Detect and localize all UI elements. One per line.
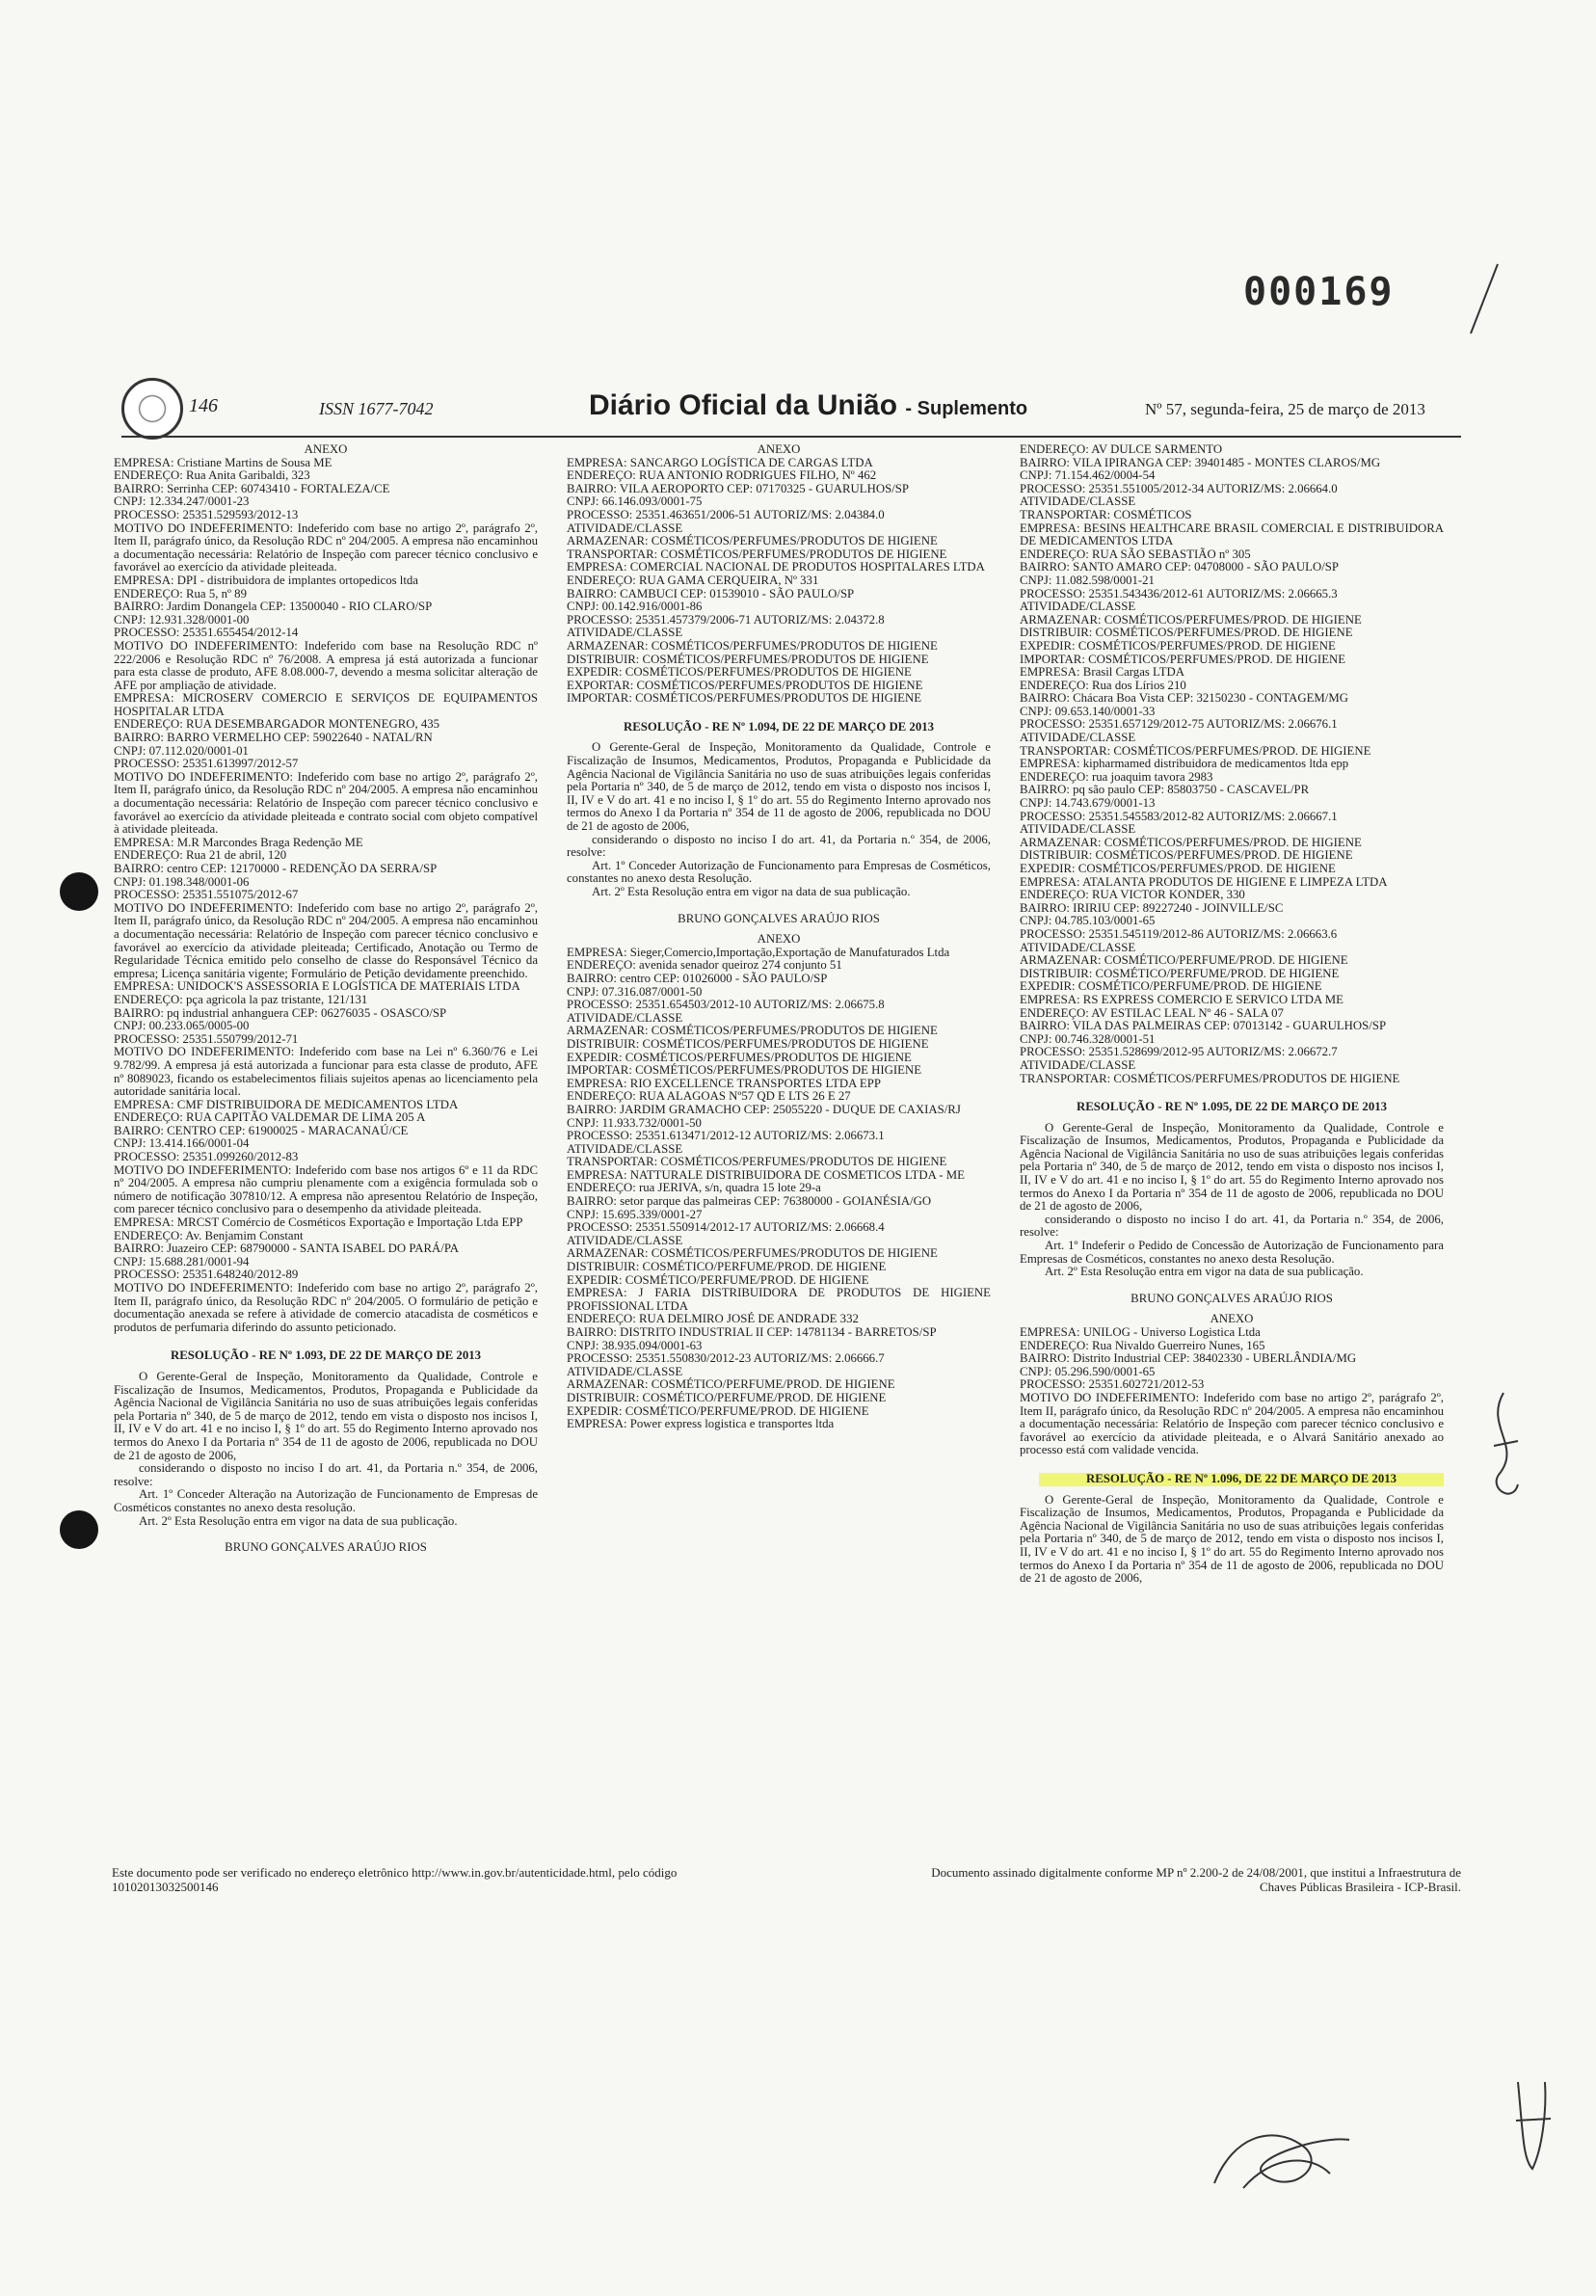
- resolution-paragraph: Art. 1º Conceder Autorização de Funcionamento para Empresas de Cosméticos, constantes no anexo desta Resolução.: [567, 858, 991, 886]
- entry-line: PROCESSO: 25351.654503/2012-10 AUTORIZ/MS: 2.06675.8: [567, 998, 885, 1012]
- entry-line: ARMAZENAR: COSMÉTICOS/PERFUMES/PROD. DE HIGIENE: [1020, 612, 1362, 627]
- entry-line: MOTIVO DO INDEFERIMENTO: Indeferido com base nos artigos 6º e 11 da RDC nº 204/2005. A empresa não cumpriu plenamente com a exigência formulada sob o número de notificação 307810/12. A empresa não apresentou Relatório de Inspeção, com parecer técnico conclusivo para o desempenho da atividade pleiteada.: [114, 1162, 538, 1216]
- resolution-paragraph: considerando o disposto no inciso I do art. 41, da Portaria n.º 354, de 2006, resolve:: [114, 1461, 538, 1488]
- entry-line: PROCESSO: 25351.528699/2012-95 AUTORIZ/MS: 2.06672.7: [1020, 1045, 1338, 1059]
- entry-line: IMPORTAR: COSMÉTICOS/PERFUMES/PRODUTOS DE HIGIENE: [567, 1063, 922, 1078]
- entry-line: BAIRRO: SANTO AMARO CEP: 04708000 - SÃO PAULO/SP: [1020, 560, 1340, 574]
- entry-line: MOTIVO DO INDEFERIMENTO: Indeferido com base no artigo 2º, parágrafo 2º, Item II, parágrafo único, da Resolução RDC nº 204/2005. A empresa não encaminhou a documentação necessária: Relatório de Inspeção com parecer técnico conclusivo e favorável ao exercício da atividade pleiteada e contrato social com objeto compatível à atividade pleiteada.: [114, 769, 538, 837]
- entry-line: PROCESSO: 25351.648240/2012-89: [114, 1268, 299, 1282]
- entry-line: ENDEREÇO: RUA GAMA CERQUEIRA, Nº 331: [567, 573, 819, 587]
- entry-line: MOTIVO DO INDEFERIMENTO: Indeferido com base na Resolução RDC nº 222/2006 e Resolução RDC nº 76/2008. A empresa já está autorizada a funcionar para esta classe de produto, AFE 8.08.000-7, devendo a mesma solicitar alteração de AFE por ampliação de atividade.: [114, 638, 538, 692]
- entry-line: BAIRRO: centro CEP: 12170000 - REDENÇÃO DA SERRA/SP: [114, 862, 438, 875]
- handwritten-signature: [1205, 2116, 1359, 2203]
- entry-line: EMPRESA: ATALANTA PRODUTOS DE HIGIENE E LIMPEZA LTDA: [1020, 874, 1388, 889]
- entry-line: PROCESSO: 25351.551075/2012-67: [114, 888, 299, 902]
- entry-line: EXPEDIR: COSMÉTICOS/PERFUMES/PRODUTOS DE HIGIENE: [567, 1050, 912, 1064]
- entry-line: EMPRESA: UNIDOCK'S ASSESSORIA E LOGÍSTICA DE MATERIAIS LTDA: [114, 979, 520, 994]
- entry-line: ARMAZENAR: COSMÉTICOS/PERFUMES/PRODUTOS DE HIGIENE: [567, 1246, 938, 1261]
- entry-line: PROCESSO: 25351.545583/2012-82 AUTORIZ/MS: 2.06667.1: [1020, 809, 1338, 823]
- header-rule: [121, 436, 1461, 438]
- entry-line: BAIRRO: CENTRO CEP: 61900025 - MARACANAÚ/CE: [114, 1123, 409, 1137]
- entry-line: BAIRRO: BARRO VERMELHO CEP: 59022640 - NATAL/RN: [114, 731, 433, 745]
- entry-line: PROCESSO: 25351.550830/2012-23 AUTORIZ/MS: 2.06666.7: [567, 1351, 885, 1366]
- entry-line: CNPJ: 15.695.339/0001-27: [567, 1207, 703, 1221]
- entry-line: MOTIVO DO INDEFERIMENTO: Indeferido com base no artigo 2º, parágrafo 2º, Item II, parágrafo único, da Resolução RDC nº 204/2005. A empresa não encaminhou a documentação necessária: Relatório de Inspeção com parecer técnico conclusivo e favorável ao exercício da atividade pleiteada, e o Alvará Sanitário anexado ao processo está com validade vencida.: [1020, 1390, 1444, 1457]
- entry-line: BAIRRO: centro CEP: 01026000 - SÃO PAULO/SP: [567, 971, 828, 985]
- entry-line: PROCESSO: 25351.099260/2012-83: [114, 1150, 299, 1164]
- entry-line: BAIRRO: Juazeiro CEP: 68790000 - SANTA ISABEL DO PARÁ/PA: [114, 1241, 460, 1256]
- entry-line: EMPRESA: SANCARGO LOGÍSTICA DE CARGAS LTDA: [567, 455, 873, 469]
- entry-line: IMPORTAR: COSMÉTICOS/PERFUMES/PRODUTOS DE HIGIENE: [567, 691, 922, 706]
- annex-heading: ANEXO: [757, 932, 801, 947]
- edition-date: Nº 57, segunda-feira, 25 de março de 2013: [1145, 400, 1425, 418]
- entry-line: MOTIVO DO INDEFERIMENTO: Indeferido com base na Lei nº 6.360/76 e Lei 9.782/99. A empresa já está autorizada a funcionar para esta classe de produto, AFE nº 8089023, ficando os estabelecimentos filiais sujeitos apenas ao licenciamento pela autoridade sanitária local.: [114, 1045, 538, 1099]
- entry-line: PROCESSO: 25351.613471/2012-12 AUTORIZ/MS: 2.06673.1: [567, 1129, 885, 1143]
- entry-line: CNPJ: 04.785.103/0001-65: [1020, 914, 1156, 928]
- annex-heading: ANEXO: [304, 443, 348, 456]
- resolution-paragraph: O Gerente-Geral de Inspeção, Monitoramento da Qualidade, Controle e Fiscalização de Insumos, Medicamentos, Produtos, Propaganda e Publicidade da Agência Nacional de Vigilância Sanitária no uso de suas atribuições legais conferidas pela Portaria nº 340, de 5 de março de 2012, tendo em vista o disposto nos incisos I, II, IV e V do art. 41 e no inciso I, § 1º do art. 55 do Regimento Interno aprovado nos termos do Anexo I da Portaria nº 354 de 11 de agosto de 2006, republicada no DOU de 21 de agosto de 2006,: [1020, 1120, 1444, 1214]
- entry-line: ATIVIDADE/CLASSE: [567, 521, 683, 535]
- entry-line: EXPEDIR: COSMÉTICOS/PERFUMES/PROD. DE HIGIENE: [1020, 638, 1336, 653]
- resolution-paragraph: considerando o disposto no inciso I do art. 41, da Portaria n.º 354, de 2006, resolve:: [1020, 1212, 1444, 1240]
- entry-line: ENDEREÇO: RUA CAPITÃO VALDEMAR DE LIMA 205 A: [114, 1110, 426, 1125]
- entry-line: EXPEDIR: COSMÉTICO/PERFUME/PROD. DE HIGIENE: [1020, 979, 1322, 994]
- entry-line: EMPRESA: Cristiane Martins de Sousa ME: [114, 455, 332, 469]
- entry-line: CNPJ: 09.653.140/0001-33: [1020, 704, 1156, 718]
- entry-line: BAIRRO: DISTRITO INDUSTRIAL II CEP: 14781134 - BARRETOS/SP: [567, 1325, 937, 1339]
- entry-line: CNPJ: 07.316.087/0001-50: [567, 984, 703, 999]
- entry-line: ATIVIDADE/CLASSE: [1020, 1057, 1136, 1072]
- entry-line: CNPJ: 15.688.281/0001-94: [114, 1254, 250, 1268]
- entry-line: ENDEREÇO: AV DULCE SARMENTO: [1020, 443, 1223, 456]
- entry-line: ENDEREÇO: Rua 5, nº 89: [114, 586, 247, 601]
- entry-line: EMPRESA: M.R Marcondes Braga Redenção ME: [114, 835, 363, 849]
- resolution-paragraph: O Gerente-Geral de Inspeção, Monitoramento da Qualidade, Controle e Fiscalização de Insumos, Medicamentos, Produtos, Propaganda e Publicidade da Agência Nacional de Vigilância Sanitária no uso de suas atribuições legais conferidas pela Portaria nº 340, de 5 de março de 2012, tendo em vista o disposto nos incisos I, II, IV e V do art. 41 e no inciso I, § 1º do art. 55 do Regimento Interno aprovado nos termos do Anexo I da Portaria nº 354 de 11 de agosto de 2006, republicada no DOU de 21 de agosto de 2006,: [1020, 1492, 1444, 1586]
- entry-line: BAIRRO: pq são paulo CEP: 85803750 - CASCAVEL/PR: [1020, 783, 1310, 797]
- entry-line: CNPJ: 66.146.093/0001-75: [567, 494, 703, 509]
- entry-line: ENDEREÇO: RUA SÃO SEBASTIÃO nº 305: [1020, 547, 1251, 561]
- entry-line: ENDEREÇO: Rua dos Lírios 210: [1020, 678, 1186, 692]
- entry-line: EMPRESA: RIO EXCELLENCE TRANSPORTES LTDA EPP: [567, 1076, 881, 1090]
- entry-line: ATIVIDADE/CLASSE: [567, 1010, 683, 1025]
- entry-line: CNPJ: 12.334.247/0001-23: [114, 494, 250, 509]
- entry-line: BAIRRO: VILA DAS PALMEIRAS CEP: 07013142 - GUARULHOS/SP: [1020, 1019, 1387, 1033]
- entry-line: DISTRIBUIR: COSMÉTICOS/PERFUMES/PROD. DE HIGIENE: [1020, 626, 1353, 640]
- entry-line: CNPJ: 12.931.328/0001-00: [114, 612, 250, 627]
- entry-line: EMPRESA: UNILOG - Universo Logistica Ltda: [1020, 1325, 1261, 1339]
- entry-line: CNPJ: 13.414.166/0001-04: [114, 1136, 250, 1151]
- entry-line: BAIRRO: pq industrial anhanguera CEP: 06276035 - OSASCO/SP: [114, 1005, 447, 1020]
- resolution-paragraph: O Gerente-Geral de Inspeção, Monitoramento da Qualidade, Controle e Fiscalização de Insumos, Medicamentos, Produtos, Propaganda e Publicidade da Agência Nacional de Vigilância Sanitária no uso de suas atribuições legais conferidas pela Portaria nº 340, de 5 de março de 2012, tendo em vista o disposto nos incisos I, II, IV e V do art. 41 e no inciso I, § 1º do art. 55 do Regimento Interno aprovado nos termos do Anexo I da Portaria nº 354 de 11 de agosto de 2006, republicada no DOU de 21 de agosto de 2006,: [567, 740, 991, 834]
- resolution-paragraph: Art. 2º Esta Resolução entra em vigor na data de sua publicação.: [139, 1513, 458, 1528]
- footer-digital-signature-note: Documento assinado digitalmente conforme MP nº 2.200-2 de 24/08/2001, que institui a Infraestrutura de Chaves Públicas Brasileira - ICP-Brasil.: [931, 1865, 1461, 1894]
- entry-line: ENDEREÇO: RUA ANTONIO RODRIGUES FILHO, Nº 462: [567, 468, 877, 483]
- entry-line: CNPJ: 01.198.348/0001-06: [114, 874, 250, 889]
- entry-line: BAIRRO: CAMBUCI CEP: 01539010 - SÃO PAULO/SP: [567, 586, 855, 601]
- entry-line: DISTRIBUIR: COSMÉTICOS/PERFUMES/PROD. DE HIGIENE: [1020, 848, 1353, 863]
- entry-line: TRANSPORTAR: COSMÉTICOS: [1020, 507, 1192, 521]
- entry-line: PROCESSO: 25351.543436/2012-61 AUTORIZ/MS: 2.06665.3: [1020, 586, 1338, 601]
- entry-line: ATIVIDADE/CLASSE: [1020, 940, 1136, 954]
- entry-line: EMPRESA: NATTURALE DISTRIBUIDORA DE COSMETICOS LTDA - ME: [567, 1167, 965, 1182]
- entry-line: DISTRIBUIR: COSMÉTICOS/PERFUMES/PRODUTOS DE HIGIENE: [567, 1036, 929, 1051]
- entry-line: ATIVIDADE/CLASSE: [1020, 822, 1136, 837]
- entry-line: ENDEREÇO: RUA VICTOR KONDER, 330: [1020, 888, 1245, 902]
- signatory-name: BRUNO GONÇALVES ARAÚJO RIOS: [678, 911, 880, 925]
- handwritten-initials: [1508, 2072, 1556, 2178]
- entry-line: CNPJ: 00.233.065/0005-00: [114, 1019, 250, 1033]
- entry-line: MOTIVO DO INDEFERIMENTO: Indeferido com base no artigo 2º, parágrafo 2º, Item II, parágrafo único, da Resolução RDC nº 204/2005. A empresa não encaminhou a documentação necessária: Relatório de Inspeção com parecer técnico conclusivo e favorável ao exercício da atividade pleiteada; Certificado, Anotação ou Termo de Regularidade Técnica emitido pelo conselho de classe do Responsável Técnico da empresa; Licença sanitária vigente; Formulário de Petição devidamente preenchido.: [114, 900, 538, 980]
- entry-line: DISTRIBUIR: COSMÉTICOS/PERFUMES/PRODUTOS DE HIGIENE: [567, 652, 929, 666]
- entry-line: ATIVIDADE/CLASSE: [567, 626, 683, 640]
- entry-line: PROCESSO: 25351.457379/2006-71 AUTORIZ/MS: 2.04372.8: [567, 612, 885, 627]
- column-left: [114, 443, 538, 1831]
- entry-line: PROCESSO: 25351.613997/2012-57: [114, 757, 299, 771]
- entry-line: PROCESSO: 25351.602721/2012-53: [1020, 1377, 1205, 1392]
- resolution-title-highlighted: RESOLUÇÃO - RE Nº 1.096, DE 22 DE MARÇO DE 2013: [1039, 1473, 1444, 1486]
- entry-line: EMPRESA: MRCST Comércio de Cosméticos Exportação e Importação Ltda EPP: [114, 1215, 523, 1230]
- entry-line: ATIVIDADE/CLASSE: [567, 1141, 683, 1156]
- entry-line: ENDEREÇO: Av. Benjamim Constant: [114, 1228, 304, 1242]
- entry-line: EMPRESA: COMERCIAL NACIONAL DE PRODUTOS HOSPITALARES LTDA: [567, 560, 985, 574]
- resolution-paragraph: Art. 1º Conceder Alteração na Autorização de Funcionamento de Empresas de Cosméticos constantes no anexo desta resolução.: [114, 1487, 538, 1514]
- resolution-paragraph: considerando o disposto no inciso I do art. 41, da Portaria n.º 354, de 2006, resolve:: [567, 832, 991, 860]
- publication-name: Diário Oficial da União: [589, 389, 898, 421]
- margin-signature-mark: [1475, 1388, 1532, 1513]
- entry-line: DISTRIBUIR: COSMÉTICO/PERFUME/PROD. DE HIGIENE: [567, 1390, 887, 1404]
- entry-line: MOTIVO DO INDEFERIMENTO: Indeferido com base no artigo 2º, parágrafo 2º, Item II, parágrafo único, da Resolução RDC nº 204/2005. A empresa não encaminhou a documentação necessária: Relatório de Inspeção com parecer técnico conclusivo e favorável ao exercício da atividade pleiteada.: [114, 521, 538, 574]
- entry-line: ATIVIDADE/CLASSE: [567, 1364, 683, 1378]
- entry-line: EMPRESA: BESINS HEALTHCARE BRASIL COMERCIAL E DISTRIBUIDORA DE MEDICAMENTOS LTDA: [1020, 521, 1444, 548]
- entry-line: PROCESSO: 25351.550914/2012-17 AUTORIZ/MS: 2.06668.4: [567, 1220, 885, 1235]
- entry-line: EMPRESA: DPI - distribuidora de implantes ortopedicos ltda: [114, 573, 418, 587]
- entry-line: BAIRRO: JARDIM GRAMACHO CEP: 25055220 - DUQUE DE CAXIAS/RJ: [567, 1102, 961, 1116]
- entry-line: PROCESSO: 25351.550799/2012-71: [114, 1031, 299, 1046]
- entry-line: BAIRRO: Serrinha CEP: 60743410 - FORTALEZA/CE: [114, 481, 390, 495]
- entry-line: ENDEREÇO: AV ESTILAC LEAL Nº 46 - SALA 07: [1020, 1005, 1284, 1020]
- resolution-title: RESOLUÇÃO - RE Nº 1.094, DE 22 DE MARÇO DE 2013: [623, 719, 935, 734]
- handwritten-slash-mark: [1465, 260, 1503, 337]
- page-stamp-number: 000169: [1243, 270, 1395, 314]
- page-header: [83, 378, 1461, 436]
- entry-line: ENDEREÇO: Rua Nivaldo Guerreiro Nunes, 165: [1020, 1338, 1265, 1352]
- entry-line: ENDEREÇO: rua joaquim tavora 2983: [1020, 769, 1213, 784]
- entry-line: ENDEREÇO: RUA DELMIRO JOSÉ DE ANDRADE 332: [567, 1312, 859, 1326]
- entry-line: DISTRIBUIR: COSMÉTICO/PERFUME/PROD. DE HIGIENE: [567, 1260, 887, 1274]
- entry-line: BAIRRO: setor parque das palmeiras CEP: 76380000 - GOIANÉSIA/GO: [567, 1194, 932, 1209]
- entry-line: ENDEREÇO: pça agricola la paz tristante, 121/131: [114, 992, 368, 1006]
- entry-line: EMPRESA: J FARIA DISTRIBUIDORA DE PRODUTOS DE HIGIENE PROFISSIONAL LTDA: [567, 1286, 991, 1313]
- entry-line: EMPRESA: Brasil Cargas LTDA: [1020, 665, 1184, 680]
- entry-line: CNPJ: 07.112.020/0001-01: [114, 743, 249, 758]
- resolution-paragraph: Art. 2º Esta Resolução entra em vigor na data de sua publicação.: [1045, 1265, 1364, 1279]
- entry-line: EXPEDIR: COSMÉTICOS/PERFUMES/PRODUTOS DE HIGIENE: [567, 665, 912, 680]
- entry-line: IMPORTAR: COSMÉTICOS/PERFUMES/PROD. DE HIGIENE: [1020, 652, 1346, 666]
- entry-line: CNPJ: 00.746.328/0001-51: [1020, 1031, 1156, 1046]
- entry-line: CNPJ: 14.743.679/0001-13: [1020, 796, 1156, 811]
- page-number: 146: [189, 395, 218, 416]
- entry-line: ATIVIDADE/CLASSE: [1020, 600, 1136, 614]
- entry-line: EXPEDIR: COSMÉTICO/PERFUME/PROD. DE HIGIENE: [567, 1403, 869, 1418]
- entry-line: EMPRESA: Sieger,Comercio,Importação,Exportação de Manufaturados Ltda: [567, 945, 950, 959]
- resolution-paragraph: O Gerente-Geral de Inspeção, Monitoramento da Qualidade, Controle e Fiscalização de Insumos, Medicamentos, Produtos, Propaganda e Publicidade da Agência Nacional de Vigilância Sanitária no uso de suas atribuições legais conferidas pela Portaria nº 340, de 5 de março de 2012, tendo em vista o disposto nos incisos I, II, IV e V do art. 41 e no inciso I, § 1º do art. 55 do Regimento Interno aprovado nos termos do Anexo I da Portaria nº 354 de 11 de agosto de 2006, republicada no DOU de 21 de agosto de 2006,: [114, 1369, 538, 1462]
- entry-line: TRANSPORTAR: COSMÉTICOS/PERFUMES/PROD. DE HIGIENE: [1020, 743, 1371, 758]
- column-middle: [567, 443, 991, 1831]
- entry-line: CNPJ: 00.142.916/0001-86: [567, 600, 703, 614]
- annex-heading: ANEXO: [757, 443, 801, 456]
- entry-line: BAIRRO: Jardim Donangela CEP: 13500040 - RIO CLARO/SP: [114, 600, 433, 614]
- column-right: [1020, 443, 1444, 1831]
- entry-line: MOTIVO DO INDEFERIMENTO: Indeferido com base no artigo 2º, parágrafo 2º, Item II, parágrafo único, da Resolução RDC nº 204/2005. O formulário de petição e documentação anexada se refere à atividade de comercio atacadista de cosméticos e produtos de perfumaria diferindo do assunto peticionado.: [114, 1281, 538, 1334]
- entry-line: PROCESSO: 25351.551005/2012-34 AUTORIZ/MS: 2.06664.0: [1020, 481, 1338, 495]
- entry-line: EXPEDIR: COSMÉTICOS/PERFUMES/PROD. DE HIGIENE: [1020, 862, 1336, 875]
- entry-line: EMPRESA: Power express logistica e transportes ltda: [567, 1417, 835, 1431]
- publication-supplement: - Suplemento: [905, 398, 1028, 419]
- entry-line: PROCESSO: 25351.463651/2006-51 AUTORIZ/MS: 2.04384.0: [567, 507, 885, 521]
- entry-line: CNPJ: 05.296.590/0001-65: [1020, 1364, 1156, 1378]
- entry-line: TRANSPORTAR: COSMÉTICOS/PERFUMES/PRODUTOS DE HIGIENE: [1020, 1071, 1400, 1085]
- entry-line: BAIRRO: Distrito Industrial CEP: 38402330 - UBERLÂNDIA/MG: [1020, 1351, 1357, 1366]
- entry-line: PROCESSO: 25351.545119/2012-86 AUTORIZ/MS: 2.06663.6: [1020, 926, 1338, 941]
- entry-line: DISTRIBUIR: COSMÉTICO/PERFUME/PROD. DE HIGIENE: [1020, 966, 1340, 980]
- entry-line: EMPRESA: kipharmamed distribuidora de medicamentos ltda epp: [1020, 757, 1349, 771]
- republic-seal-icon: [121, 378, 183, 440]
- punch-hole: [60, 872, 98, 911]
- entry-line: CNPJ: 38.935.094/0001-63: [567, 1338, 703, 1352]
- entry-line: BAIRRO: VILA IPIRANGA CEP: 39401485 - MONTES CLAROS/MG: [1020, 455, 1381, 469]
- entry-line: CNPJ: 11.933.732/0001-50: [567, 1115, 702, 1130]
- annex-heading: ANEXO: [1210, 1312, 1254, 1326]
- entry-line: PROCESSO: 25351.529593/2012-13: [114, 507, 299, 521]
- entry-line: ENDEREÇO: rua JERIVA, s/n, quadra 15 lote 29-a: [567, 1181, 821, 1195]
- entry-line: ENDEREÇO: Rua Anita Garibaldi, 323: [114, 468, 310, 483]
- entry-line: BAIRRO: IRIRIU CEP: 89227240 - JOINVILLE/SC: [1020, 900, 1284, 915]
- entry-line: PROCESSO: 25351.655454/2012-14: [114, 626, 299, 640]
- entry-line: EMPRESA: MICROSERV COMERCIO E SERVIÇOS DE EQUIPAMENTOS HOSPITALAR LTDA: [114, 691, 538, 718]
- entry-line: EXPORTAR: COSMÉTICOS/PERFUMES/PRODUTOS DE HIGIENE: [567, 678, 923, 692]
- entry-line: ARMAZENAR: COSMÉTICOS/PERFUMES/PRODUTOS DE HIGIENE: [567, 638, 938, 653]
- entry-line: ENDEREÇO: Rua 21 de abril, 120: [114, 848, 287, 863]
- resolution-paragraph: Art. 1º Indeferir o Pedido de Concessão de Autorização de Funcionamento para Empresas de Cosméticos, constantes no anexo desta Resolução.: [1020, 1239, 1444, 1266]
- entry-line: ARMAZENAR: COSMÉTICOS/PERFUMES/PRODUTOS DE HIGIENE: [567, 1024, 938, 1038]
- entry-line: ARMAZENAR: COSMÉTICOS/PERFUMES/PROD. DE HIGIENE: [1020, 835, 1362, 849]
- entry-line: BAIRRO: VILA AEROPORTO CEP: 07170325 - GUARULHOS/SP: [567, 481, 909, 495]
- signatory-name: BRUNO GONÇALVES ARAÚJO RIOS: [1130, 1291, 1333, 1305]
- entry-line: ATIVIDADE/CLASSE: [1020, 731, 1136, 745]
- issn: ISSN 1677-7042: [319, 399, 434, 418]
- entry-line: EMPRESA: CMF DISTRIBUIDORA DE MEDICAMENTOS LTDA: [114, 1097, 459, 1111]
- entry-line: ARMAZENAR: COSMÉTICO/PERFUME/PROD. DE HIGIENE: [1020, 953, 1348, 968]
- entry-line: ATIVIDADE/CLASSE: [567, 1233, 683, 1247]
- entry-line: CNPJ: 11.082.598/0001-21: [1020, 573, 1155, 587]
- entry-line: ARMAZENAR: COSMÉTICO/PERFUME/PROD. DE HIGIENE: [567, 1377, 895, 1392]
- entry-line: BAIRRO: Chácara Boa Vista CEP: 32150230 - CONTAGEM/MG: [1020, 691, 1348, 706]
- signatory-name: BRUNO GONÇALVES ARAÚJO RIOS: [225, 1540, 427, 1555]
- resolution-title: RESOLUÇÃO - RE Nº 1.095, DE 22 DE MARÇO DE 2013: [1076, 1100, 1388, 1114]
- entry-line: ARMAZENAR: COSMÉTICOS/PERFUMES/PRODUTOS DE HIGIENE: [567, 534, 938, 548]
- entry-line: EXPEDIR: COSMÉTICO/PERFUME/PROD. DE HIGIENE: [567, 1272, 869, 1287]
- publication-title: [589, 389, 1027, 422]
- entry-line: PROCESSO: 25351.657129/2012-75 AUTORIZ/MS: 2.06676.1: [1020, 717, 1338, 732]
- resolution-paragraph: Art. 2º Esta Resolução entra em vigor na data de sua publicação.: [592, 885, 911, 898]
- punch-hole: [60, 1510, 98, 1549]
- resolution-title: RESOLUÇÃO - RE Nº 1.093, DE 22 DE MARÇO DE 2013: [170, 1348, 482, 1363]
- entry-line: ENDEREÇO: RUA DESEMBARGADOR MONTENEGRO, 435: [114, 717, 440, 732]
- entry-line: ATIVIDADE/CLASSE: [1020, 494, 1136, 509]
- footer-verification-note: Este documento pode ser verificado no endereço eletrônico http://www.in.gov.br/autenticidade.html, pelo código 10102013032500146: [112, 1865, 678, 1894]
- entry-line: TRANSPORTAR: COSMÉTICOS/PERFUMES/PRODUTOS DE HIGIENE: [567, 547, 947, 561]
- entry-line: ENDEREÇO: RUA ALAGOAS Nº57 QD E LTS 26 E 27: [567, 1089, 851, 1104]
- entry-line: TRANSPORTAR: COSMÉTICOS/PERFUMES/PRODUTOS DE HIGIENE: [567, 1155, 947, 1169]
- entry-line: EMPRESA: RS EXPRESS COMERCIO E SERVICO LTDA ME: [1020, 992, 1343, 1006]
- entry-line: CNPJ: 71.154.462/0004-54: [1020, 468, 1156, 483]
- entry-line: ENDEREÇO: avenida senador queiroz 274 conjunto 51: [567, 958, 842, 973]
